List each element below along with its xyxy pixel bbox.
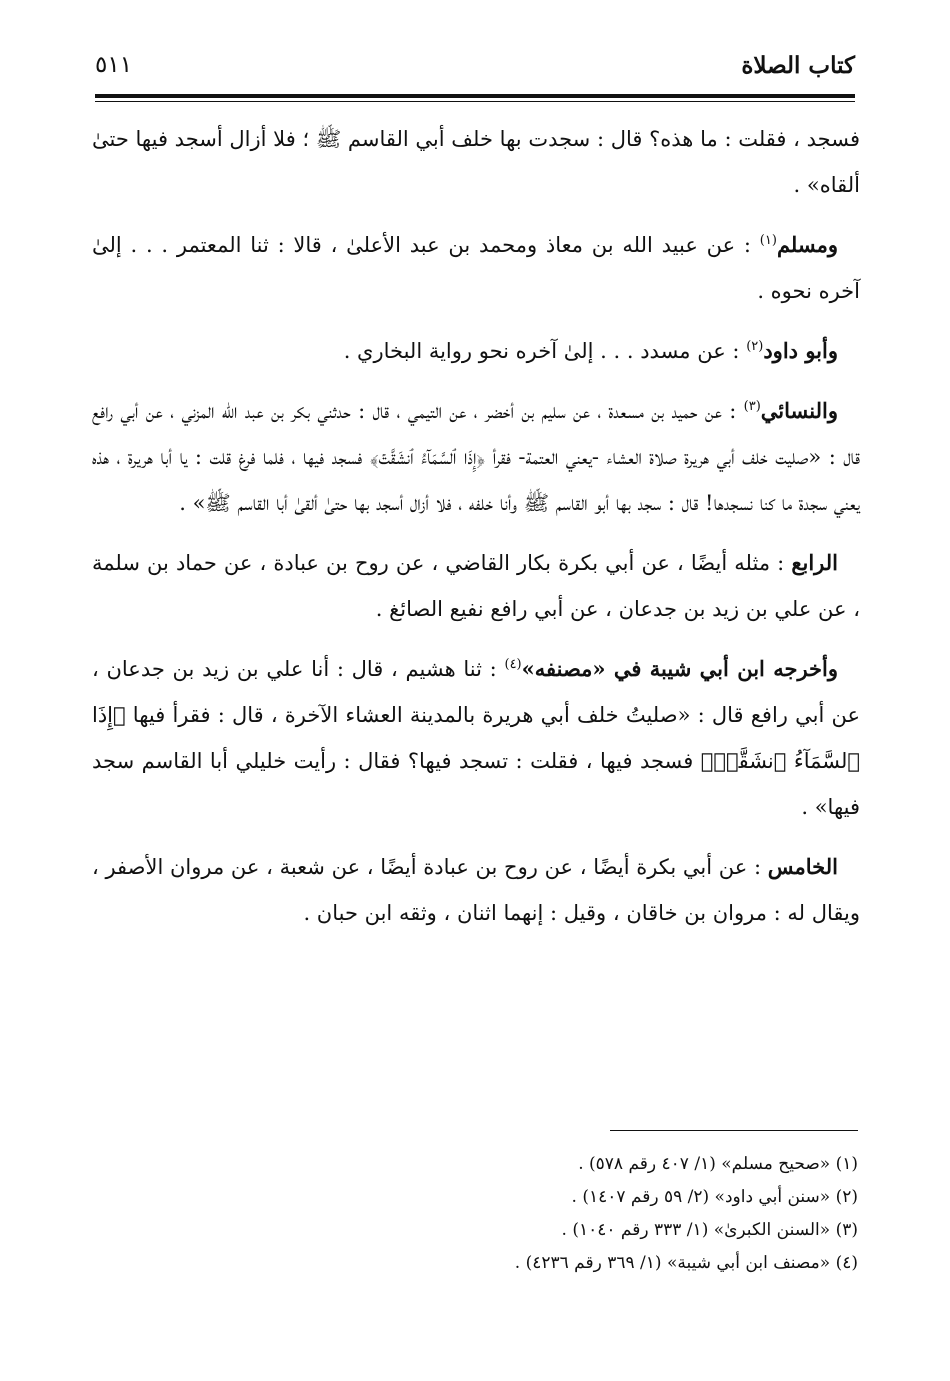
running-header xyxy=(95,52,855,92)
paragraph-text: : مثله أيضًا ، عن أبي بكرة بكار القاضي ، عن روح بن عبادة ، عن حماد بن سلمة ، عن علي بن زيد بن جدعان ، عن أبي رافع نفيع الصائغ . xyxy=(92,551,860,621)
footnotes xyxy=(158,1148,858,1280)
paragraph-text: فسجد ، فقلت : ما هذه؟ قال : سجدت بها خلف أبي القاسم ﷺ ؛ فلا أزال أسجد فيها حتىٰ ألقاه» . xyxy=(92,127,860,197)
page-number: ٥١١ xyxy=(95,52,133,78)
chapter-title: كتاب الصلاة xyxy=(741,52,855,79)
header-rule-thin xyxy=(95,101,855,102)
paragraph-text: : ثنا هشيم ، قال : أنا علي بن زيد بن جدعان ، عن أبي رافع قال : «صليتُ خلف أبي هريرة بالمدينة العشاء الآخرة ، قال : فقرأ فيها ﴿إِذَا ٱلسَّمَآءُ ٱنشَقَّتۡ﴾ فسجد فيها ، فقلت : تسجد فيها؟ فقال : رأيت خليلي أبا القاسم سجد فيها» . xyxy=(92,657,860,819)
source-name: والنسائي xyxy=(760,398,838,423)
footnote-marker: (٢) xyxy=(746,339,764,354)
footnote-separator xyxy=(610,1130,858,1131)
header-rule-thick xyxy=(95,94,855,98)
section-label: الرابع xyxy=(791,550,838,575)
footnote-marker: (٣) xyxy=(743,399,761,414)
paragraph xyxy=(92,388,860,526)
paragraph-text: : عن أبي بكرة أيضًا ، عن روح بن عبادة أيضًا ، عن شعبة ، عن مروان الأصفر ، ويقال له : مروان بن خاقان ، وقيل : إنهما اثنان ، وثقه ابن حبان . xyxy=(92,855,860,925)
footnote: (٢) «سنن أبي داود» (٢/ ٥٩ رقم ١٤٠٧) . xyxy=(571,1187,858,1207)
paragraph xyxy=(92,844,860,936)
section-label: الخامس xyxy=(767,854,838,879)
paragraph-text: : عن عبيد الله بن معاذ ومحمد بن عبد الأعلىٰ ، قالا : ثنا المعتمر . . . إلىٰ آخره نحوه . xyxy=(92,233,860,303)
paragraph xyxy=(92,222,860,314)
footnote: (٤) «مصنف ابن أبي شيبة» (١/ ٣٦٩ رقم ٤٢٣٦) . xyxy=(514,1253,858,1273)
footnote: (١) «صحيح مسلم» (١/ ٤٠٧ رقم ٥٧٨) . xyxy=(578,1154,858,1174)
paragraph-text: : عن مسدد . . . إلىٰ آخره نحو رواية البخاري . xyxy=(343,339,740,363)
paragraph xyxy=(92,646,860,830)
paragraph xyxy=(92,540,860,632)
paragraph-text: : عن حميد بن مسعدة ، عن سليم بن أخضر ، عن التيمي ، قال : حدثني بكر بن عبد الله المزني ، عن أبي رافع قال : «صليت خلف أبي هريرة صلاة العشاء -يعني العتمة- فقرأ ﴿إِذَا ٱلسَّمَآءُ ٱنشَقَّتۡ﴾ فسجد فيها ، فلما فرغ قلت : يا أبا هريرة ، هذه يعني سجدة ما كنا نسجدها! قال : سجد بها أبو القاسم ﷺ وأنا خلفه ، فلا أزال أسجد بها حتىٰ ألقىٰ أبا القاسم ﷺ» . xyxy=(92,399,860,515)
source-name: ومسلم xyxy=(776,232,838,257)
source-name: وأخرجه ابن أبي شيبة في «مصنفه» xyxy=(521,656,839,681)
paragraph xyxy=(92,328,860,374)
footnote-marker: (١) xyxy=(759,233,777,248)
footnote-marker: (٤) xyxy=(504,657,522,672)
footnote: (٣) «السنن الكبرىٰ» (١/ ٣٣٣ رقم ١٠٤٠) . xyxy=(561,1220,858,1240)
paragraph xyxy=(92,116,860,208)
source-name: وأبو داود xyxy=(763,338,838,363)
main-text xyxy=(92,116,860,950)
